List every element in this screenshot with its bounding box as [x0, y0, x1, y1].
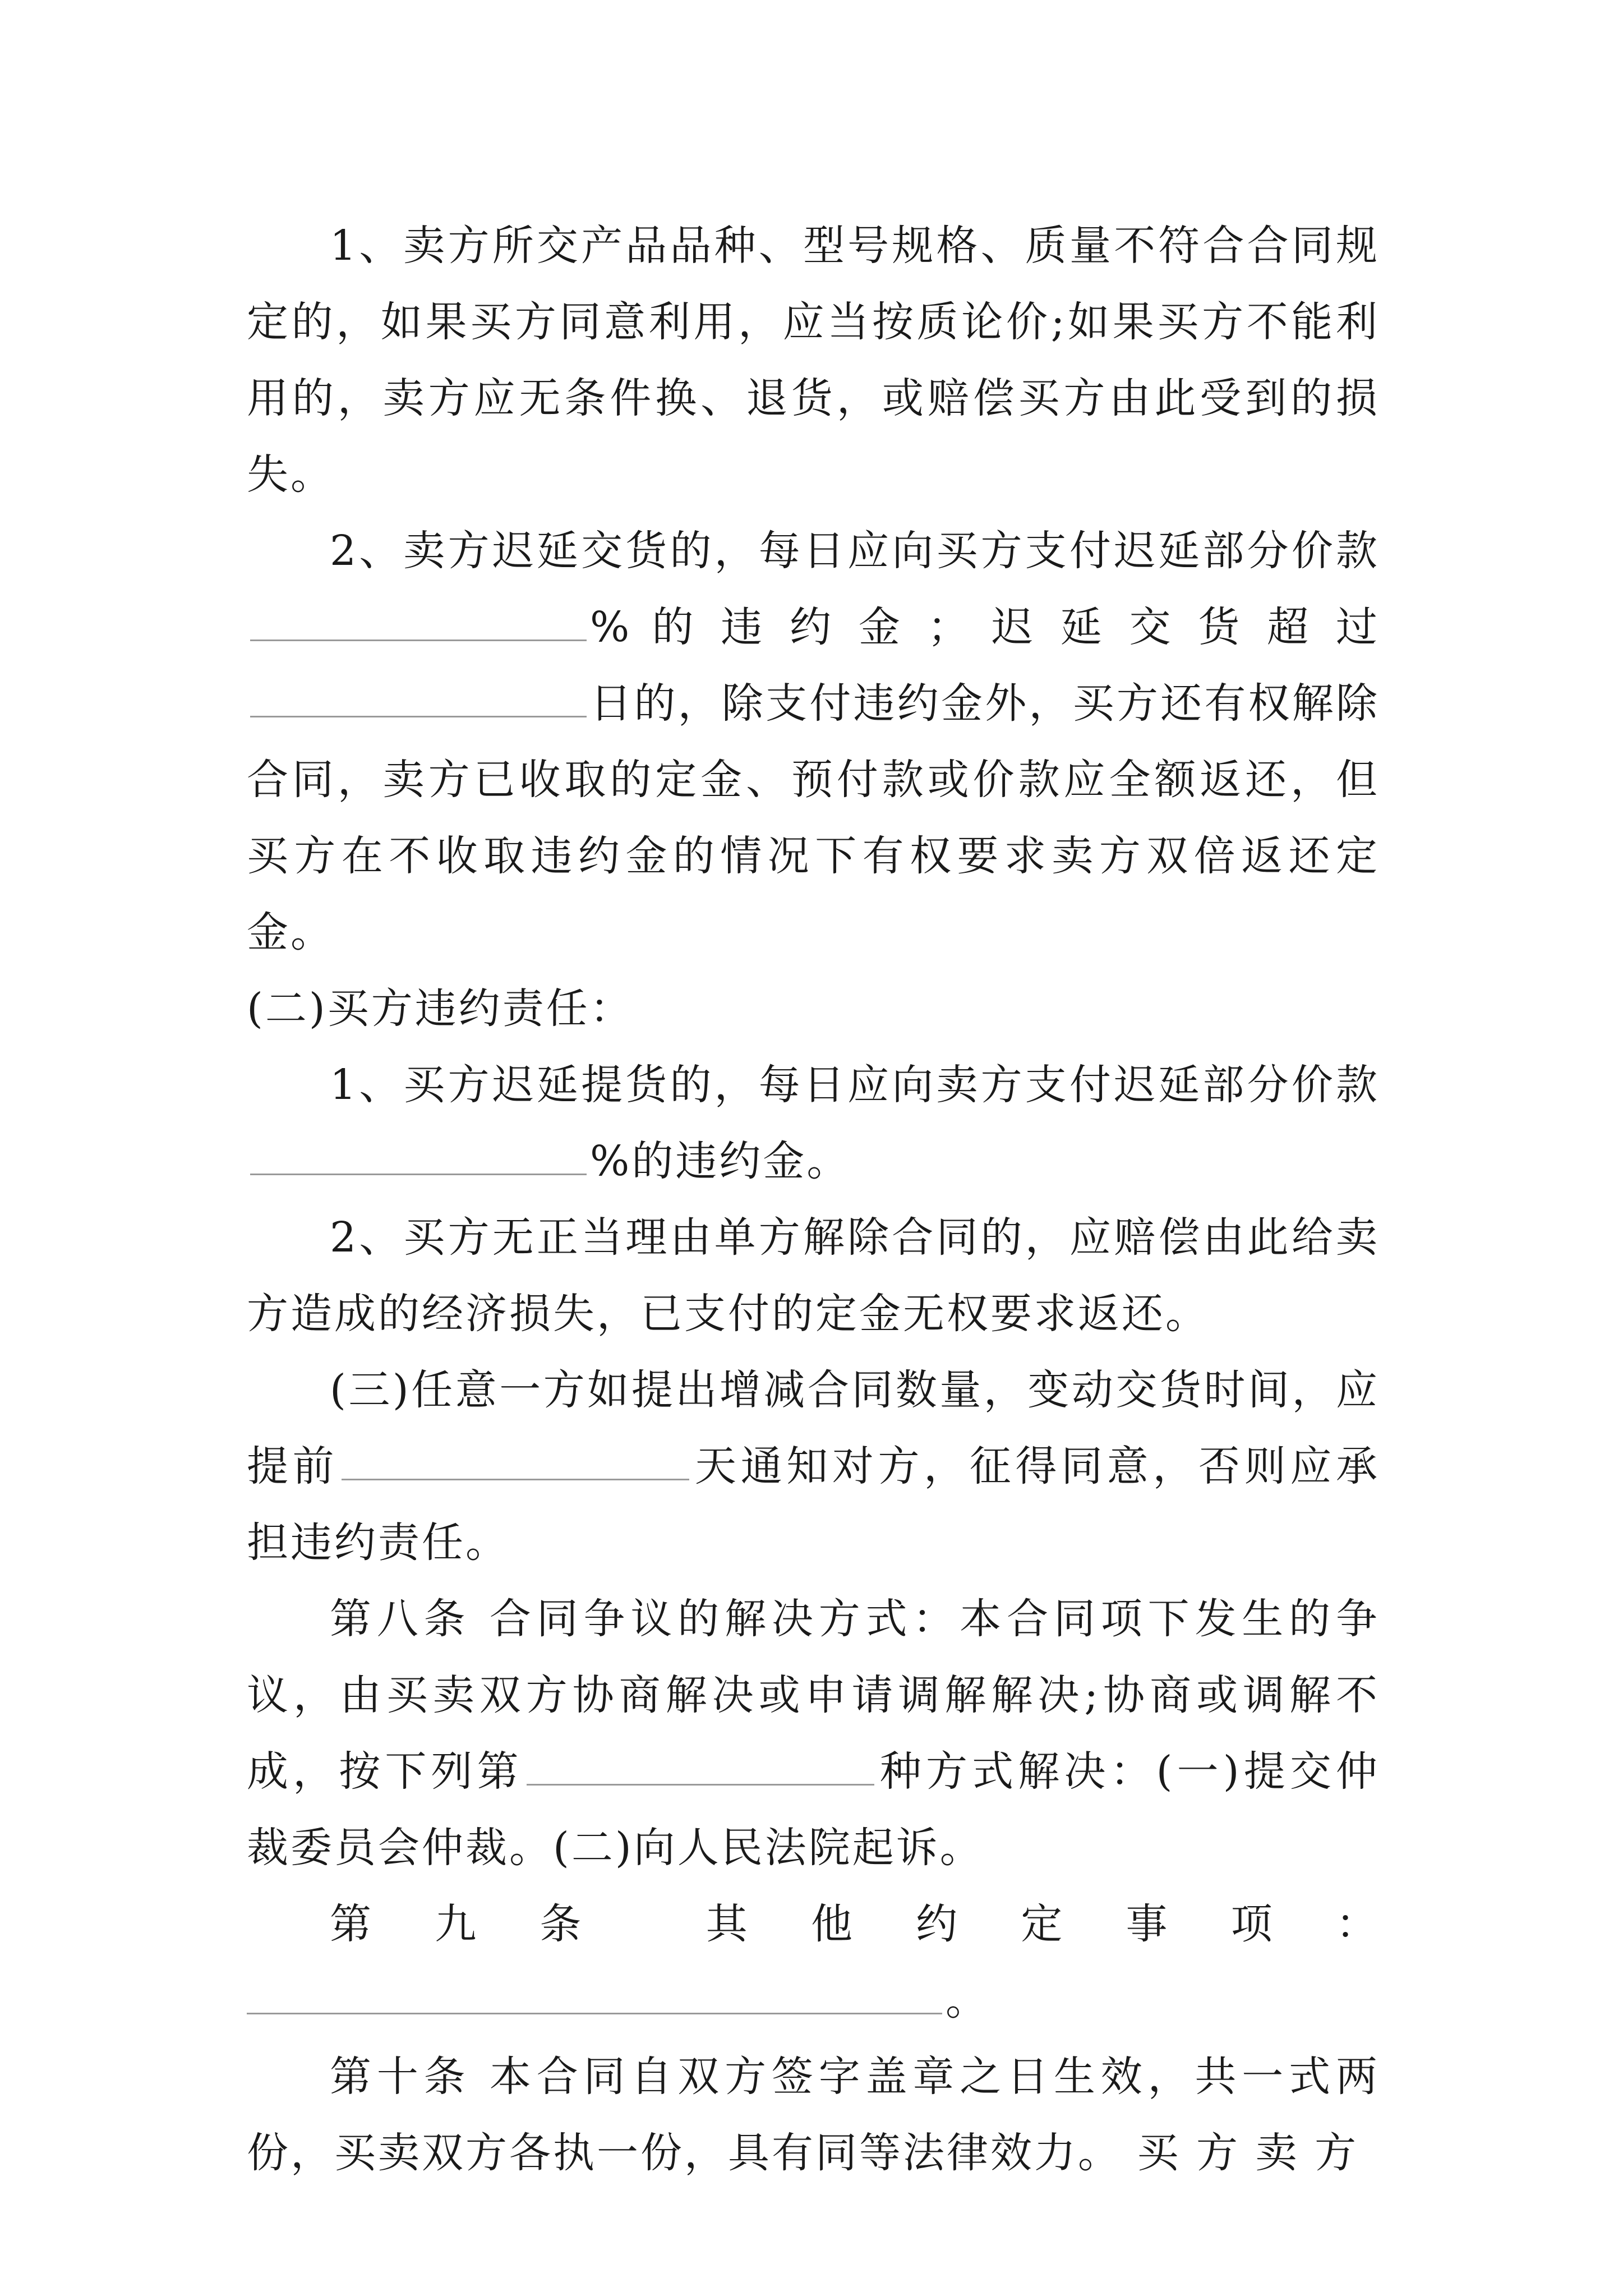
blank-other-terms-field[interactable] [247, 1962, 942, 2014]
article-9-title-line [247, 1886, 1380, 1962]
article-10-effect: 第十条 本合同自双方签字盖章之日生效，共一式两份，买卖双方各执一份，具有同等法律效力。 买 方 卖 方 [247, 2053, 1380, 2177]
article-8-text-1: 第八条 合同争议的解决方式：本合同项下发生的争议，由买卖双方协商解决或申请调解解决;协商或调解不成，按下列第 [247, 1595, 1380, 1796]
article-9-char: 事 [1126, 1900, 1170, 1948]
clause-buyer-delay-text-1: 1、买方迟延提货的，每日应向卖方支付迟延部分价款 [330, 1061, 1380, 1109]
clause-buyer-delay-text-2: %的违约金。 [590, 1137, 851, 1185]
article-9-char: 条 [540, 1900, 584, 1948]
clause-quantity-change-text-1: (三)任意一方如提出增减合同数量，变动交货时间，应提前 [247, 1366, 1380, 1490]
heading-buyer-liability: (二)买方违约责任： [247, 984, 634, 1033]
article-9-char: 他 [810, 1900, 855, 1948]
blank-dispute-method-field[interactable] [527, 1733, 874, 1786]
contract-text [247, 208, 1380, 2191]
clause-quantity-change-text-2: 天通知对方，征得同意，否则应承担违约责任。 [247, 1442, 1380, 1567]
clause-buyer-termination: 2、买方无正当理由单方解除合同的，应赔偿由此给卖方造成的经济损失，已支付的定金无权要求返还。 [247, 1213, 1380, 1338]
blank-notice-days-field[interactable] [342, 1428, 689, 1480]
clause-seller-delay [247, 513, 1380, 970]
clause-seller-quality: 1、卖方所交产品品种、型号规格、质量不符合合同规定的，如果买方同意利用，应当按质论价;如果买方不能利用的，卖方应无条件换、退货，或赔偿买方由此受到的损失。 [247, 222, 1380, 499]
article-9-char: 定 [1021, 1900, 1065, 1948]
blank-percent-field[interactable] [250, 589, 587, 641]
article-9-char: 约 [916, 1900, 960, 1948]
blank-buyer-percent-field[interactable] [250, 1123, 587, 1175]
blank-days-field[interactable] [250, 665, 587, 717]
clause-seller-delay-text-3: 日的，除支付违约金外，买方还有权解除合同，卖方已收取的定金、预付款或价款应全额返还，但买方在不收取违约金的情况下有权要求卖方双倍返还定金。 [247, 679, 1380, 956]
clause-seller-delay-text-2: % 的 违 约 金 ； 迟 延 交 货 超 过 [590, 603, 1380, 651]
article-9-char: 第 [330, 1900, 374, 1948]
article-9-blank-line [247, 1962, 1380, 2039]
article-9-period: 。 [946, 1976, 989, 2024]
article-9-char: 其 [706, 1900, 750, 1948]
article-9-char: ： [1335, 1900, 1380, 1948]
clause-quantity-change [247, 1352, 1380, 1581]
article-9-char: 九 [435, 1900, 479, 1948]
clause-seller-delay-text-1: 2、卖方迟延交货的，每日应向买方支付迟延部分价款 [330, 527, 1380, 575]
clause-buyer-delay [247, 1047, 1380, 1199]
article-9-char: 项 [1230, 1900, 1275, 1948]
article-8-text-2: 种方式解决：(一)提交仲裁委员会仲裁。(二)向人民法院起诉。 [247, 1747, 1380, 1872]
article-8-dispute [247, 1581, 1380, 1886]
